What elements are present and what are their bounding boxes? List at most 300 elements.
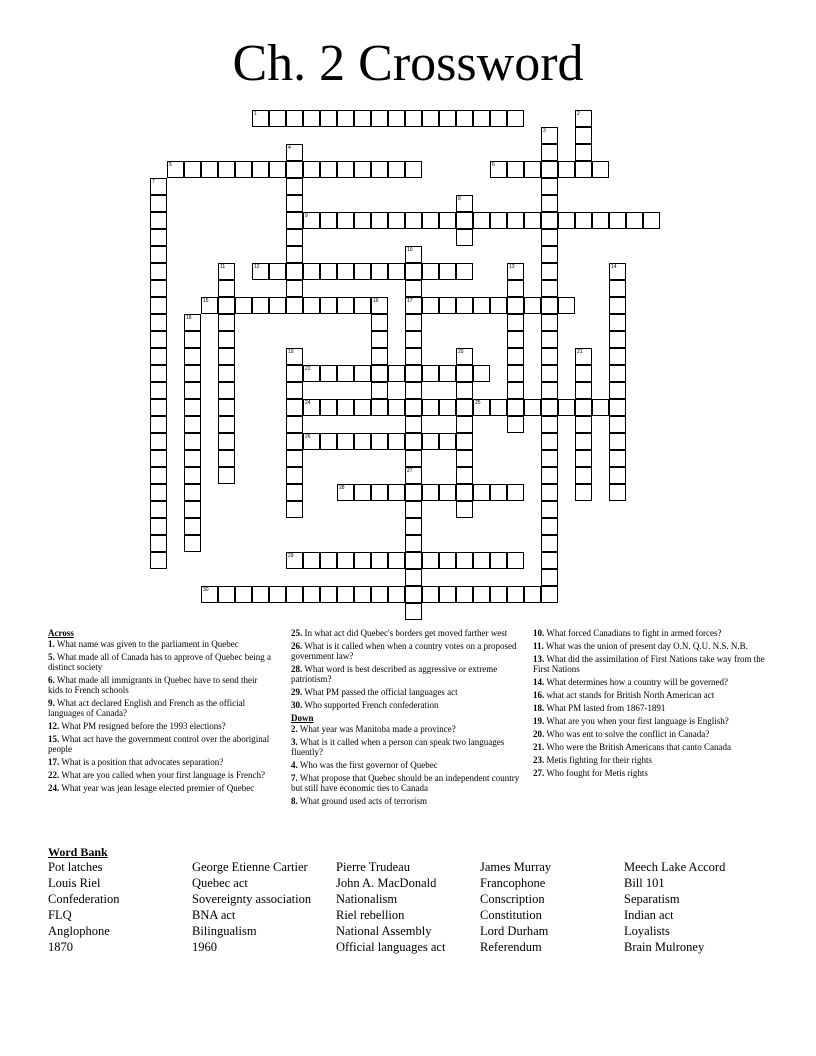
grid-cell[interactable]	[507, 365, 524, 382]
grid-cell[interactable]	[371, 433, 388, 450]
grid-cell[interactable]	[388, 161, 405, 178]
grid-cell[interactable]	[541, 569, 558, 586]
grid-cell[interactable]	[507, 484, 524, 501]
grid-cell[interactable]	[609, 212, 626, 229]
grid-cell[interactable]	[337, 212, 354, 229]
grid-cell[interactable]	[575, 416, 592, 433]
grid-cell[interactable]	[541, 501, 558, 518]
grid-cell[interactable]	[541, 467, 558, 484]
grid-cell[interactable]	[626, 212, 643, 229]
grid-cell[interactable]	[184, 399, 201, 416]
grid-cell[interactable]	[150, 467, 167, 484]
grid-cell[interactable]	[422, 484, 439, 501]
grid-cell[interactable]	[473, 586, 490, 603]
grid-cell[interactable]	[456, 263, 473, 280]
grid-cell[interactable]	[405, 297, 422, 314]
grid-cell[interactable]	[388, 586, 405, 603]
grid-cell[interactable]	[337, 586, 354, 603]
grid-cell[interactable]	[184, 433, 201, 450]
grid-cell[interactable]	[473, 110, 490, 127]
grid-cell[interactable]	[473, 552, 490, 569]
grid-cell[interactable]	[286, 467, 303, 484]
grid-cell[interactable]	[286, 297, 303, 314]
grid-cell[interactable]	[507, 348, 524, 365]
grid-cell[interactable]	[218, 467, 235, 484]
grid-cell[interactable]	[507, 399, 524, 416]
grid-cell[interactable]	[575, 127, 592, 144]
grid-cell[interactable]	[558, 212, 575, 229]
grid-cell[interactable]	[456, 382, 473, 399]
grid-cell[interactable]	[609, 467, 626, 484]
grid-cell[interactable]	[456, 552, 473, 569]
grid-cell[interactable]	[218, 450, 235, 467]
grid-cell[interactable]	[184, 314, 201, 331]
grid-cell[interactable]	[218, 263, 235, 280]
grid-cell[interactable]	[371, 484, 388, 501]
grid-cell[interactable]	[320, 263, 337, 280]
grid-cell[interactable]	[575, 433, 592, 450]
grid-cell[interactable]	[541, 586, 558, 603]
grid-cell[interactable]	[405, 586, 422, 603]
grid-cell[interactable]	[184, 535, 201, 552]
grid-cell[interactable]	[184, 161, 201, 178]
grid-cell[interactable]	[354, 110, 371, 127]
grid-cell[interactable]	[541, 399, 558, 416]
grid-cell[interactable]	[286, 433, 303, 450]
grid-cell[interactable]	[575, 450, 592, 467]
grid-cell[interactable]	[371, 314, 388, 331]
grid-cell[interactable]	[524, 586, 541, 603]
grid-cell[interactable]	[541, 552, 558, 569]
grid-cell[interactable]	[405, 535, 422, 552]
grid-cell[interactable]	[184, 365, 201, 382]
grid-cell[interactable]	[201, 586, 218, 603]
grid-cell[interactable]	[507, 586, 524, 603]
grid-cell[interactable]	[524, 297, 541, 314]
grid-cell[interactable]	[235, 161, 252, 178]
grid-cell[interactable]	[354, 161, 371, 178]
grid-cell[interactable]	[201, 161, 218, 178]
grid-cell[interactable]	[490, 484, 507, 501]
grid-cell[interactable]	[150, 297, 167, 314]
grid-cell[interactable]	[456, 297, 473, 314]
grid-cell[interactable]	[371, 161, 388, 178]
grid-cell[interactable]	[541, 365, 558, 382]
grid-cell[interactable]	[592, 212, 609, 229]
grid-cell[interactable]	[371, 331, 388, 348]
grid-cell[interactable]	[150, 450, 167, 467]
grid-cell[interactable]	[541, 484, 558, 501]
grid-cell[interactable]	[609, 399, 626, 416]
grid-cell[interactable]	[405, 331, 422, 348]
grid-cell[interactable]	[218, 399, 235, 416]
grid-cell[interactable]	[303, 586, 320, 603]
grid-cell[interactable]	[184, 467, 201, 484]
grid-cell[interactable]	[405, 382, 422, 399]
grid-cell[interactable]	[150, 212, 167, 229]
grid-cell[interactable]	[456, 484, 473, 501]
grid-cell[interactable]	[422, 433, 439, 450]
grid-cell[interactable]	[218, 433, 235, 450]
grid-cell[interactable]	[541, 314, 558, 331]
grid-cell[interactable]	[456, 110, 473, 127]
grid-cell[interactable]	[269, 161, 286, 178]
grid-cell[interactable]	[422, 552, 439, 569]
grid-cell[interactable]	[388, 263, 405, 280]
grid-cell[interactable]	[507, 416, 524, 433]
grid-cell[interactable]	[286, 195, 303, 212]
grid-cell[interactable]	[541, 416, 558, 433]
grid-cell[interactable]	[354, 297, 371, 314]
grid-cell[interactable]	[371, 552, 388, 569]
grid-cell[interactable]	[405, 552, 422, 569]
grid-cell[interactable]	[218, 365, 235, 382]
grid-cell[interactable]	[422, 586, 439, 603]
grid-cell[interactable]	[337, 161, 354, 178]
grid-cell[interactable]	[405, 314, 422, 331]
grid-cell[interactable]	[150, 280, 167, 297]
grid-cell[interactable]	[609, 348, 626, 365]
grid-cell[interactable]	[405, 365, 422, 382]
grid-cell[interactable]	[456, 399, 473, 416]
grid-cell[interactable]	[388, 110, 405, 127]
grid-cell[interactable]	[524, 161, 541, 178]
grid-cell[interactable]	[371, 263, 388, 280]
grid-cell[interactable]	[558, 161, 575, 178]
grid-cell[interactable]	[439, 433, 456, 450]
grid-cell[interactable]	[439, 263, 456, 280]
grid-cell[interactable]	[473, 212, 490, 229]
grid-cell[interactable]	[286, 399, 303, 416]
grid-cell[interactable]	[150, 501, 167, 518]
grid-cell[interactable]	[286, 484, 303, 501]
grid-cell[interactable]	[286, 450, 303, 467]
grid-cell[interactable]	[286, 263, 303, 280]
grid-cell[interactable]	[150, 348, 167, 365]
grid-cell[interactable]	[269, 586, 286, 603]
grid-cell[interactable]	[218, 416, 235, 433]
grid-cell[interactable]	[201, 297, 218, 314]
grid-cell[interactable]	[303, 433, 320, 450]
grid-cell[interactable]	[388, 212, 405, 229]
grid-cell[interactable]	[541, 297, 558, 314]
grid-cell[interactable]	[337, 110, 354, 127]
grid-cell[interactable]	[286, 348, 303, 365]
grid-cell[interactable]	[575, 484, 592, 501]
grid-cell[interactable]	[592, 161, 609, 178]
grid-cell[interactable]	[541, 246, 558, 263]
grid-cell[interactable]	[439, 399, 456, 416]
grid-cell[interactable]	[303, 365, 320, 382]
grid-cell[interactable]	[286, 501, 303, 518]
grid-cell[interactable]	[558, 399, 575, 416]
grid-cell[interactable]	[252, 297, 269, 314]
grid-cell[interactable]	[541, 535, 558, 552]
grid-cell[interactable]	[456, 586, 473, 603]
grid-cell[interactable]	[405, 416, 422, 433]
grid-cell[interactable]	[371, 586, 388, 603]
grid-cell[interactable]	[405, 433, 422, 450]
grid-cell[interactable]	[371, 297, 388, 314]
grid-cell[interactable]	[609, 365, 626, 382]
grid-cell[interactable]	[320, 433, 337, 450]
grid-cell[interactable]	[320, 365, 337, 382]
grid-cell[interactable]	[422, 212, 439, 229]
grid-cell[interactable]	[252, 161, 269, 178]
grid-cell[interactable]	[303, 552, 320, 569]
grid-cell[interactable]	[575, 110, 592, 127]
grid-cell[interactable]	[507, 212, 524, 229]
grid-cell[interactable]	[558, 297, 575, 314]
grid-cell[interactable]	[320, 110, 337, 127]
grid-cell[interactable]	[541, 144, 558, 161]
grid-cell[interactable]	[507, 552, 524, 569]
grid-cell[interactable]	[303, 161, 320, 178]
grid-cell[interactable]	[541, 161, 558, 178]
grid-cell[interactable]	[609, 450, 626, 467]
grid-cell[interactable]	[388, 552, 405, 569]
grid-cell[interactable]	[490, 212, 507, 229]
grid-cell[interactable]	[592, 399, 609, 416]
grid-cell[interactable]	[286, 416, 303, 433]
grid-cell[interactable]	[422, 399, 439, 416]
grid-cell[interactable]	[286, 246, 303, 263]
grid-cell[interactable]	[575, 161, 592, 178]
grid-cell[interactable]	[286, 161, 303, 178]
grid-cell[interactable]	[354, 212, 371, 229]
grid-cell[interactable]	[286, 552, 303, 569]
grid-cell[interactable]	[422, 297, 439, 314]
grid-cell[interactable]	[490, 399, 507, 416]
grid-cell[interactable]	[405, 399, 422, 416]
grid-cell[interactable]	[456, 501, 473, 518]
grid-cell[interactable]	[235, 297, 252, 314]
grid-cell[interactable]	[422, 365, 439, 382]
grid-cell[interactable]	[252, 110, 269, 127]
grid-cell[interactable]	[473, 365, 490, 382]
grid-cell[interactable]	[286, 110, 303, 127]
grid-cell[interactable]	[541, 178, 558, 195]
grid-cell[interactable]	[235, 586, 252, 603]
grid-cell[interactable]	[354, 586, 371, 603]
grid-cell[interactable]	[286, 144, 303, 161]
grid-cell[interactable]	[286, 178, 303, 195]
grid-cell[interactable]	[575, 382, 592, 399]
grid-cell[interactable]	[150, 416, 167, 433]
grid-cell[interactable]	[405, 348, 422, 365]
grid-cell[interactable]	[320, 552, 337, 569]
grid-cell[interactable]	[303, 263, 320, 280]
grid-cell[interactable]	[150, 314, 167, 331]
grid-cell[interactable]	[320, 212, 337, 229]
grid-cell[interactable]	[473, 484, 490, 501]
grid-cell[interactable]	[456, 365, 473, 382]
grid-cell[interactable]	[371, 365, 388, 382]
grid-cell[interactable]	[286, 212, 303, 229]
grid-cell[interactable]	[490, 552, 507, 569]
grid-cell[interactable]	[575, 365, 592, 382]
grid-cell[interactable]	[303, 110, 320, 127]
grid-cell[interactable]	[541, 212, 558, 229]
grid-cell[interactable]	[575, 348, 592, 365]
grid-cell[interactable]	[541, 263, 558, 280]
grid-cell[interactable]	[337, 297, 354, 314]
grid-cell[interactable]	[150, 365, 167, 382]
grid-cell[interactable]	[405, 484, 422, 501]
grid-cell[interactable]	[524, 212, 541, 229]
grid-cell[interactable]	[541, 433, 558, 450]
grid-cell[interactable]	[541, 331, 558, 348]
grid-cell[interactable]	[439, 297, 456, 314]
grid-cell[interactable]	[405, 161, 422, 178]
grid-cell[interactable]	[490, 297, 507, 314]
grid-cell[interactable]	[439, 552, 456, 569]
grid-cell[interactable]	[388, 365, 405, 382]
grid-cell[interactable]	[507, 331, 524, 348]
grid-cell[interactable]	[405, 518, 422, 535]
grid-cell[interactable]	[507, 314, 524, 331]
grid-cell[interactable]	[405, 263, 422, 280]
grid-cell[interactable]	[507, 280, 524, 297]
grid-cell[interactable]	[286, 382, 303, 399]
grid-cell[interactable]	[405, 467, 422, 484]
grid-cell[interactable]	[371, 110, 388, 127]
grid-cell[interactable]	[609, 331, 626, 348]
grid-cell[interactable]	[269, 297, 286, 314]
grid-cell[interactable]	[422, 263, 439, 280]
grid-cell[interactable]	[371, 212, 388, 229]
grid-cell[interactable]	[609, 280, 626, 297]
grid-cell[interactable]	[184, 484, 201, 501]
grid-cell[interactable]	[524, 399, 541, 416]
grid-cell[interactable]	[541, 382, 558, 399]
grid-cell[interactable]	[575, 467, 592, 484]
grid-cell[interactable]	[150, 195, 167, 212]
grid-cell[interactable]	[388, 399, 405, 416]
grid-cell[interactable]	[184, 450, 201, 467]
grid-cell[interactable]	[405, 212, 422, 229]
grid-cell[interactable]	[150, 399, 167, 416]
grid-cell[interactable]	[303, 212, 320, 229]
grid-cell[interactable]	[609, 263, 626, 280]
grid-cell[interactable]	[150, 552, 167, 569]
grid-cell[interactable]	[218, 314, 235, 331]
grid-cell[interactable]	[337, 552, 354, 569]
grid-cell[interactable]	[320, 586, 337, 603]
grid-cell[interactable]	[371, 348, 388, 365]
grid-cell[interactable]	[252, 263, 269, 280]
grid-cell[interactable]	[150, 246, 167, 263]
grid-cell[interactable]	[184, 501, 201, 518]
grid-cell[interactable]	[405, 280, 422, 297]
grid-cell[interactable]	[541, 280, 558, 297]
grid-cell[interactable]	[184, 348, 201, 365]
grid-cell[interactable]	[354, 365, 371, 382]
grid-cell[interactable]	[150, 518, 167, 535]
grid-cell[interactable]	[575, 212, 592, 229]
grid-cell[interactable]	[354, 263, 371, 280]
grid-cell[interactable]	[439, 484, 456, 501]
grid-cell[interactable]	[371, 382, 388, 399]
grid-cell[interactable]	[541, 195, 558, 212]
grid-cell[interactable]	[167, 161, 184, 178]
grid-cell[interactable]	[184, 518, 201, 535]
grid-cell[interactable]	[405, 501, 422, 518]
grid-cell[interactable]	[541, 348, 558, 365]
grid-cell[interactable]	[269, 110, 286, 127]
grid-cell[interactable]	[490, 586, 507, 603]
grid-cell[interactable]	[456, 416, 473, 433]
grid-cell[interactable]	[320, 297, 337, 314]
grid-cell[interactable]	[354, 484, 371, 501]
grid-cell[interactable]	[218, 348, 235, 365]
grid-cell[interactable]	[218, 331, 235, 348]
grid-cell[interactable]	[541, 229, 558, 246]
grid-cell[interactable]	[541, 127, 558, 144]
grid-cell[interactable]	[456, 348, 473, 365]
grid-cell[interactable]	[609, 382, 626, 399]
grid-cell[interactable]	[150, 263, 167, 280]
grid-cell[interactable]	[388, 484, 405, 501]
grid-cell[interactable]	[609, 297, 626, 314]
grid-cell[interactable]	[456, 467, 473, 484]
grid-cell[interactable]	[303, 399, 320, 416]
grid-cell[interactable]	[456, 450, 473, 467]
grid-cell[interactable]	[388, 433, 405, 450]
grid-cell[interactable]	[541, 450, 558, 467]
grid-cell[interactable]	[456, 229, 473, 246]
grid-cell[interactable]	[507, 161, 524, 178]
grid-cell[interactable]	[184, 416, 201, 433]
grid-cell[interactable]	[405, 246, 422, 263]
grid-cell[interactable]	[150, 433, 167, 450]
grid-cell[interactable]	[184, 382, 201, 399]
grid-cell[interactable]	[507, 110, 524, 127]
grid-cell[interactable]	[422, 110, 439, 127]
grid-cell[interactable]	[490, 110, 507, 127]
grid-cell[interactable]	[218, 280, 235, 297]
grid-cell[interactable]	[286, 280, 303, 297]
grid-cell[interactable]	[405, 569, 422, 586]
grid-cell[interactable]	[371, 399, 388, 416]
grid-cell[interactable]	[354, 399, 371, 416]
grid-cell[interactable]	[286, 229, 303, 246]
grid-cell[interactable]	[473, 297, 490, 314]
grid-cell[interactable]	[286, 365, 303, 382]
grid-cell[interactable]	[456, 212, 473, 229]
grid-cell[interactable]	[439, 212, 456, 229]
grid-cell[interactable]	[507, 263, 524, 280]
grid-cell[interactable]	[609, 433, 626, 450]
grid-cell[interactable]	[269, 263, 286, 280]
grid-cell[interactable]	[456, 433, 473, 450]
grid-cell[interactable]	[575, 399, 592, 416]
grid-cell[interactable]	[405, 450, 422, 467]
grid-cell[interactable]	[507, 382, 524, 399]
grid-cell[interactable]	[405, 110, 422, 127]
grid-cell[interactable]	[490, 161, 507, 178]
grid-cell[interactable]	[643, 212, 660, 229]
grid-cell[interactable]	[609, 314, 626, 331]
grid-cell[interactable]	[218, 586, 235, 603]
grid-cell[interactable]	[439, 586, 456, 603]
grid-cell[interactable]	[439, 365, 456, 382]
grid-cell[interactable]	[337, 365, 354, 382]
grid-cell[interactable]	[507, 297, 524, 314]
grid-cell[interactable]	[354, 552, 371, 569]
grid-cell[interactable]	[150, 382, 167, 399]
grid-cell[interactable]	[609, 416, 626, 433]
